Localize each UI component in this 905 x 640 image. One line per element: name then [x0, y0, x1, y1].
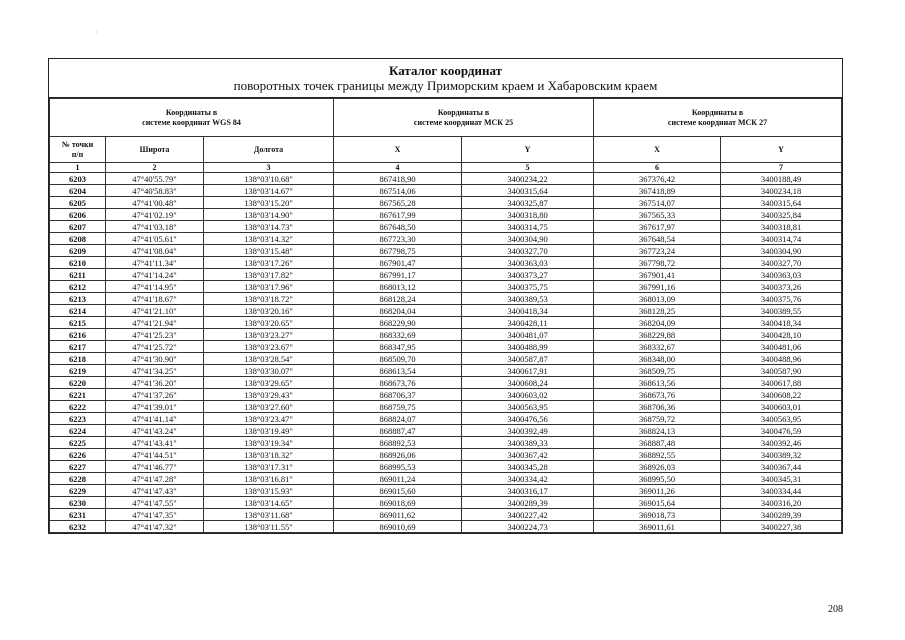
msk25-x-cell: 867648,50: [334, 221, 462, 233]
msk25-x-cell: 867723,30: [334, 233, 462, 245]
msk27-y-cell: 3400334,44: [721, 485, 842, 497]
table-row: [50, 377, 842, 389]
msk25-x-cell: 869011,24: [334, 473, 462, 485]
point-number-cell: 6227: [50, 461, 106, 473]
msk27-x-cell: 368887,48: [594, 437, 721, 449]
point-number-cell: 6205: [50, 197, 106, 209]
longitude-cell: 138°03'18.72": [204, 293, 334, 305]
msk25-x-cell: 868332,69: [334, 329, 462, 341]
longitude-cell: 138°03'15.20": [204, 197, 334, 209]
coordinates-table: [49, 98, 842, 533]
point-number-cell: 6215: [50, 317, 106, 329]
table-row: [50, 281, 842, 293]
msk25-x-cell: 867901,47: [334, 257, 462, 269]
msk27-x-cell: 368824,13: [594, 425, 721, 437]
msk27-y-cell: 3400289,39: [721, 509, 842, 521]
latitude-cell: 47°41'30.90": [106, 353, 204, 365]
longitude-cell: 138°03'19.49": [204, 425, 334, 437]
table-row: [50, 485, 842, 497]
table-row: [50, 353, 842, 365]
msk25-x-cell: 869011,62: [334, 509, 462, 521]
latitude-cell: 47°41'14.24": [106, 269, 204, 281]
msk25-y-cell: 3400367,42: [462, 449, 594, 461]
longitude-cell: 138°03'14.32": [204, 233, 334, 245]
msk27-x-cell: 367617,97: [594, 221, 721, 233]
column-header-row: [50, 137, 842, 163]
table-row: [50, 197, 842, 209]
point-number-cell: 6212: [50, 281, 106, 293]
system-msk25-header: Координаты в системе координат МСК 25: [334, 99, 594, 137]
msk25-y-cell: 3400481,07: [462, 329, 594, 341]
msk25-x-cell: 868347,95: [334, 341, 462, 353]
msk27-y-cell: 3400375,76: [721, 293, 842, 305]
table-row: [50, 329, 842, 341]
msk27-x-cell: 368673,76: [594, 389, 721, 401]
msk25-y-cell: 3400389,33: [462, 437, 594, 449]
latitude-cell: 47°41'34.25": [106, 365, 204, 377]
point-number-cell: 6223: [50, 413, 106, 425]
coordinate-systems-row: [50, 99, 842, 137]
table-row: [50, 365, 842, 377]
msk25-x-cell: 868229,90: [334, 317, 462, 329]
longitude-cell: 138°03'11.55": [204, 521, 334, 533]
longitude-cell: 138°03'23.27": [204, 329, 334, 341]
latitude-cell: 47°41'18.67": [106, 293, 204, 305]
table-row: [50, 269, 842, 281]
latitude-cell: 47°41'47.32": [106, 521, 204, 533]
table-row: [50, 317, 842, 329]
msk27-y-cell: 3400587,90: [721, 365, 842, 377]
latitude-cell: 47°41'47.43": [106, 485, 204, 497]
latitude-cell: 47°41'47.28": [106, 473, 204, 485]
msk27-y-cell: 3400188,49: [721, 173, 842, 185]
msk27-y-cell: 3400488,96: [721, 353, 842, 365]
point-number-cell: 6220: [50, 377, 106, 389]
msk27-y-cell: 3400563,95: [721, 413, 842, 425]
point-number-cell: 6206: [50, 209, 106, 221]
msk27-y-cell: 3400304,90: [721, 245, 842, 257]
msk27-y-cell: 3400325,84: [721, 209, 842, 221]
msk25-x-cell: 868759,75: [334, 401, 462, 413]
catalog-header: [49, 59, 842, 98]
latitude-cell: 47°41'47.55": [106, 497, 204, 509]
msk25-x-cell: 868613,54: [334, 365, 462, 377]
msk25-x-cell: 868706,37: [334, 389, 462, 401]
msk25-x-cell: 867514,06: [334, 185, 462, 197]
point-number-cell: 6217: [50, 341, 106, 353]
point-number-cell: 6219: [50, 365, 106, 377]
msk27-x-cell: 368332,67: [594, 341, 721, 353]
point-number-cell: 6225: [50, 437, 106, 449]
msk27-x-cell: 369015,64: [594, 497, 721, 509]
msk25-y-cell: 3400327,70: [462, 245, 594, 257]
column-number: 6: [594, 163, 721, 173]
msk27-y-cell: 3400476,59: [721, 425, 842, 437]
table-row: [50, 521, 842, 533]
msk25-y-cell: 3400289,39: [462, 497, 594, 509]
point-number-cell: 6221: [50, 389, 106, 401]
latitude-cell: 47°41'46.77": [106, 461, 204, 473]
longitude-cell: 138°03'14.73": [204, 221, 334, 233]
longitude-cell: 138°03'17.82": [204, 269, 334, 281]
msk25-y-cell: 3400476,56: [462, 413, 594, 425]
msk27-x-cell: 368128,25: [594, 305, 721, 317]
msk25-y-cell: 3400389,53: [462, 293, 594, 305]
table-row: [50, 461, 842, 473]
point-number-cell: 6218: [50, 353, 106, 365]
msk25-x-cell: 867798,75: [334, 245, 462, 257]
msk25-x-header: X: [334, 137, 462, 163]
msk25-x-cell: 867991,17: [334, 269, 462, 281]
table-row: [50, 233, 842, 245]
msk25-y-cell: 3400428,11: [462, 317, 594, 329]
msk25-x-cell: 868509,70: [334, 353, 462, 365]
column-number: 1: [50, 163, 106, 173]
msk27-x-cell: 367648,54: [594, 233, 721, 245]
msk27-x-header: X: [594, 137, 721, 163]
msk25-y-cell: 3400325,87: [462, 197, 594, 209]
msk25-y-cell: 3400608,24: [462, 377, 594, 389]
longitude-cell: 138°03'11.68": [204, 509, 334, 521]
latitude-cell: 47°41'36.20": [106, 377, 204, 389]
latitude-cell: 47°41'41.14": [106, 413, 204, 425]
msk27-x-cell: 367376,42: [594, 173, 721, 185]
msk25-y-cell: 3400318,80: [462, 209, 594, 221]
table-row: [50, 473, 842, 485]
catalog-title: Каталог координат: [388, 63, 502, 78]
point-number-cell: 6213: [50, 293, 106, 305]
table-body: [50, 173, 842, 533]
msk25-y-cell: 3400603,02: [462, 389, 594, 401]
msk25-y-cell: 3400392,49: [462, 425, 594, 437]
longitude-cell: 138°03'14.90": [204, 209, 334, 221]
msk27-y-cell: 3400227,38: [721, 521, 842, 533]
point-number-cell: 6228: [50, 473, 106, 485]
msk27-x-cell: 369011,61: [594, 521, 721, 533]
point-number-cell: 6204: [50, 185, 106, 197]
msk25-x-cell: 867565,28: [334, 197, 462, 209]
msk27-x-cell: 368509,75: [594, 365, 721, 377]
msk27-y-cell: 3400608,22: [721, 389, 842, 401]
latitude-cell: 47°41'14.95": [106, 281, 204, 293]
latitude-cell: 47°41'21.94": [106, 317, 204, 329]
longitude-cell: 138°03'20.65": [204, 317, 334, 329]
latitude-cell: 47°41'11.34": [106, 257, 204, 269]
msk25-x-cell: 868824,07: [334, 413, 462, 425]
longitude-cell: 138°03'23.47": [204, 413, 334, 425]
msk27-y-cell: 3400327,70: [721, 257, 842, 269]
table-row: [50, 305, 842, 317]
msk25-x-cell: 867418,90: [334, 173, 462, 185]
msk27-y-cell: 3400316,20: [721, 497, 842, 509]
msk27-x-cell: 368613,56: [594, 377, 721, 389]
msk27-x-cell: 368995,50: [594, 473, 721, 485]
latitude-cell: 47°41'37.26": [106, 389, 204, 401]
msk27-y-cell: 3400389,55: [721, 305, 842, 317]
msk25-x-cell: 868013,12: [334, 281, 462, 293]
msk27-x-cell: 367418,89: [594, 185, 721, 197]
column-numbers-row: [50, 163, 842, 173]
msk27-x-cell: 368706,36: [594, 401, 721, 413]
msk25-y-cell: 3400316,17: [462, 485, 594, 497]
msk27-y-cell: 3400392,46: [721, 437, 842, 449]
longitude-cell: 138°03'15.93": [204, 485, 334, 497]
msk25-y-cell: 3400418,34: [462, 305, 594, 317]
msk27-y-cell: 3400428,10: [721, 329, 842, 341]
msk27-y-cell: 3400418,34: [721, 317, 842, 329]
msk25-y-cell: 3400617,91: [462, 365, 594, 377]
msk27-y-cell: 3400363,03: [721, 269, 842, 281]
msk27-y-cell: 3400373,26: [721, 281, 842, 293]
table-row: [50, 413, 842, 425]
point-number-cell: 6231: [50, 509, 106, 521]
msk25-x-cell: 869010,69: [334, 521, 462, 533]
longitude-cell: 138°03'29.65": [204, 377, 334, 389]
msk27-x-cell: 368229,88: [594, 329, 721, 341]
msk27-x-cell: 367723,24: [594, 245, 721, 257]
longitude-cell: 138°03'19.34": [204, 437, 334, 449]
msk25-y-cell: 3400224,73: [462, 521, 594, 533]
msk25-y-cell: 3400334,42: [462, 473, 594, 485]
longitude-cell: 138°03'14.67": [204, 185, 334, 197]
msk27-x-cell: 367565,33: [594, 209, 721, 221]
point-number-cell: 6214: [50, 305, 106, 317]
latitude-cell: 47°41'02.19": [106, 209, 204, 221]
msk25-y-cell: 3400234,22: [462, 173, 594, 185]
msk27-x-cell: 369018,73: [594, 509, 721, 521]
msk27-y-cell: 3400617,88: [721, 377, 842, 389]
table-row: [50, 401, 842, 413]
latitude-cell: 47°41'00.48": [106, 197, 204, 209]
msk25-y-cell: 3400373,27: [462, 269, 594, 281]
longitude-cell: 138°03'23.67": [204, 341, 334, 353]
table-row: [50, 509, 842, 521]
latitude-cell: 47°41'39.01": [106, 401, 204, 413]
point-number-cell: 6208: [50, 233, 106, 245]
longitude-cell: 138°03'30.07": [204, 365, 334, 377]
point-number-cell: 6209: [50, 245, 106, 257]
point-number-header: № точки п/п: [50, 137, 106, 163]
msk25-x-cell: 868892,53: [334, 437, 462, 449]
latitude-cell: 47°41'44.51": [106, 449, 204, 461]
table-row: [50, 173, 842, 185]
longitude-header: Долгота: [204, 137, 334, 163]
msk27-y-cell: 3400314,74: [721, 233, 842, 245]
table-row: [50, 221, 842, 233]
msk27-x-cell: 368892,55: [594, 449, 721, 461]
latitude-cell: 47°41'03.18": [106, 221, 204, 233]
msk25-y-cell: 3400345,28: [462, 461, 594, 473]
point-number-cell: 6226: [50, 449, 106, 461]
latitude-cell: 47°41'25.23": [106, 329, 204, 341]
table-row: [50, 257, 842, 269]
latitude-cell: 47°41'43.41": [106, 437, 204, 449]
table-row: [50, 389, 842, 401]
msk25-x-cell: 868204,04: [334, 305, 462, 317]
msk27-y-cell: 3400481,06: [721, 341, 842, 353]
msk27-x-cell: 367901,41: [594, 269, 721, 281]
msk25-y-cell: 3400304,90: [462, 233, 594, 245]
msk25-x-cell: 868128,24: [334, 293, 462, 305]
point-number-cell: 6211: [50, 269, 106, 281]
column-number: 7: [721, 163, 842, 173]
table-row: [50, 437, 842, 449]
point-number-cell: 6203: [50, 173, 106, 185]
msk25-y-cell: 3400587,87: [462, 353, 594, 365]
msk25-x-cell: 868673,76: [334, 377, 462, 389]
msk27-y-cell: 3400318,81: [721, 221, 842, 233]
longitude-cell: 138°03'20.16": [204, 305, 334, 317]
column-number: 5: [462, 163, 594, 173]
system-msk27-header: Координаты в системе координат МСК 27: [594, 99, 842, 137]
longitude-cell: 138°03'27.60": [204, 401, 334, 413]
msk25-y-cell: 3400563,95: [462, 401, 594, 413]
latitude-cell: 47°41'43.24": [106, 425, 204, 437]
msk27-y-cell: 3400315,64: [721, 197, 842, 209]
msk27-y-cell: 3400603,01: [721, 401, 842, 413]
latitude-cell: 47°40'58.83": [106, 185, 204, 197]
longitude-cell: 138°03'10.68": [204, 173, 334, 185]
msk25-x-cell: 868887,47: [334, 425, 462, 437]
msk27-x-cell: 369011,26: [594, 485, 721, 497]
msk27-y-cell: 3400345,31: [721, 473, 842, 485]
table-row: [50, 341, 842, 353]
coordinate-catalog: [48, 58, 843, 534]
point-number-cell: 6229: [50, 485, 106, 497]
longitude-cell: 138°03'18.32": [204, 449, 334, 461]
msk25-x-cell: 867617,99: [334, 209, 462, 221]
point-number-cell: 6230: [50, 497, 106, 509]
catalog-subtitle: поворотных точек границы между Приморским краем и Хабаровским краем: [233, 78, 658, 93]
latitude-cell: 47°41'21.10": [106, 305, 204, 317]
msk25-y-cell: 3400314,75: [462, 221, 594, 233]
msk27-x-cell: 367991,16: [594, 281, 721, 293]
msk27-x-cell: 367514,07: [594, 197, 721, 209]
msk27-x-cell: 368348,00: [594, 353, 721, 365]
longitude-cell: 138°03'16.81": [204, 473, 334, 485]
msk25-x-cell: 869018,69: [334, 497, 462, 509]
system-wgs84-header: Координаты в системе координат WGS 84: [50, 99, 334, 137]
msk27-x-cell: 368013,09: [594, 293, 721, 305]
table-row: [50, 497, 842, 509]
msk25-x-cell: 869015,60: [334, 485, 462, 497]
point-number-cell: 6210: [50, 257, 106, 269]
longitude-cell: 138°03'14.65": [204, 497, 334, 509]
point-number-cell: 6207: [50, 221, 106, 233]
point-number-cell: 6224: [50, 425, 106, 437]
msk27-x-cell: 368926,03: [594, 461, 721, 473]
table-row: [50, 209, 842, 221]
msk25-y-cell: 3400363,03: [462, 257, 594, 269]
point-number-cell: 6222: [50, 401, 106, 413]
msk27-x-cell: 368204,09: [594, 317, 721, 329]
column-number: 3: [204, 163, 334, 173]
msk25-y-cell: 3400227,42: [462, 509, 594, 521]
table-row: [50, 185, 842, 197]
msk27-x-cell: 367798,72: [594, 257, 721, 269]
latitude-header: Широта: [106, 137, 204, 163]
point-number-cell: 6216: [50, 329, 106, 341]
longitude-cell: 138°03'28.54": [204, 353, 334, 365]
longitude-cell: 138°03'17.26": [204, 257, 334, 269]
longitude-cell: 138°03'15.48": [204, 245, 334, 257]
msk25-x-cell: 868995,53: [334, 461, 462, 473]
msk27-y-header: Y: [721, 137, 842, 163]
latitude-cell: 47°41'25.72": [106, 341, 204, 353]
longitude-cell: 138°03'17.31": [204, 461, 334, 473]
table-row: [50, 449, 842, 461]
latitude-cell: 47°40'55.79": [106, 173, 204, 185]
column-number: 2: [106, 163, 204, 173]
column-number: 4: [334, 163, 462, 173]
msk25-y-cell: 3400488,99: [462, 341, 594, 353]
longitude-cell: 138°03'17.96": [204, 281, 334, 293]
table-row: [50, 293, 842, 305]
msk25-x-cell: 868926,06: [334, 449, 462, 461]
msk25-y-cell: 3400315,64: [462, 185, 594, 197]
table-row: [50, 425, 842, 437]
longitude-cell: 138°03'29.43": [204, 389, 334, 401]
latitude-cell: 47°41'05.61": [106, 233, 204, 245]
table-row: [50, 245, 842, 257]
latitude-cell: 47°41'47.35": [106, 509, 204, 521]
msk27-y-cell: 3400389,32: [721, 449, 842, 461]
page-number: 208: [828, 604, 843, 615]
msk27-x-cell: 368759,72: [594, 413, 721, 425]
point-number-cell: 6232: [50, 521, 106, 533]
msk27-y-cell: 3400367,44: [721, 461, 842, 473]
msk25-y-header: Y: [462, 137, 594, 163]
msk27-y-cell: 3400234,18: [721, 185, 842, 197]
msk25-y-cell: 3400375,75: [462, 281, 594, 293]
latitude-cell: 47°41'08.04": [106, 245, 204, 257]
scan-mark: ·: [95, 28, 98, 37]
